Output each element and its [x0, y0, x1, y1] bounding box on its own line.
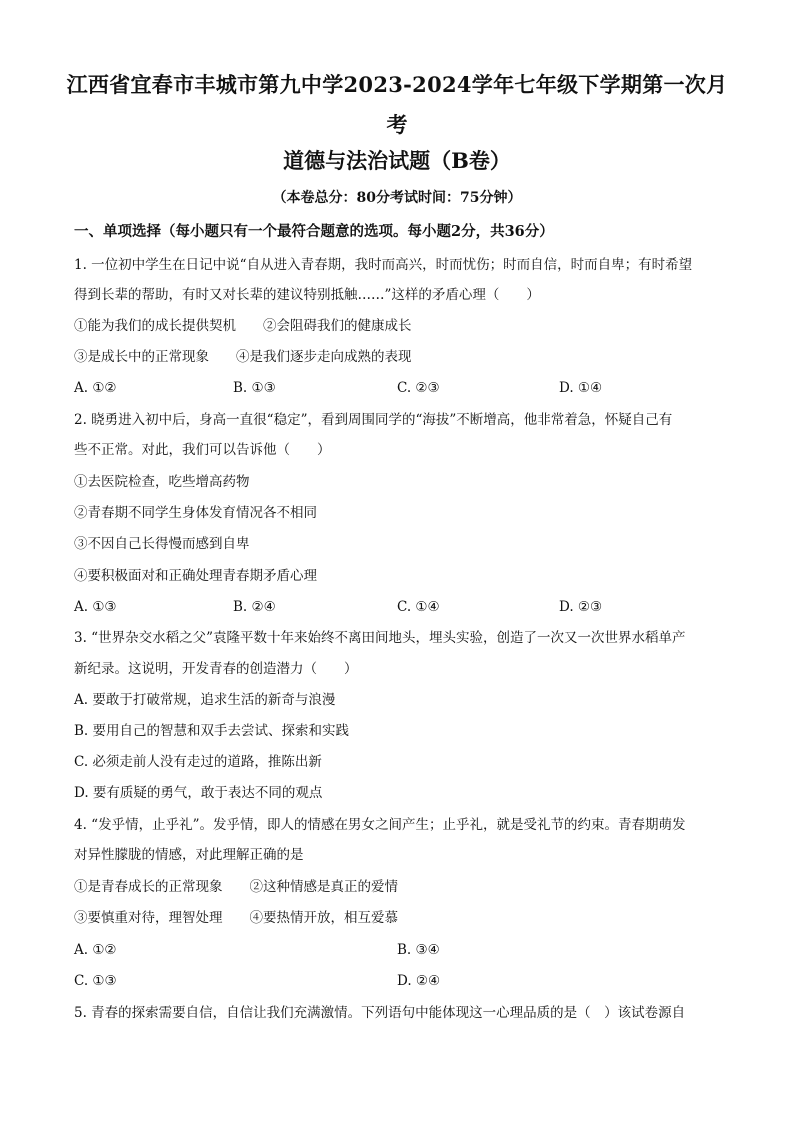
- q4-stem-line1: 4. “发乎情，止乎礼”。发乎情，即人的情感在男女之间产生；止乎礼，就是受礼节的约束。青春期萌发: [74, 817, 686, 833]
- q4-choice-a: A. ①②: [74, 942, 117, 958]
- q1-statement-1: ①能为我们的成长提供契机 ②会阻碍我们的健康成长: [74, 318, 412, 334]
- q4-choice-b: B. ③④: [397, 942, 440, 958]
- q2-statement-1: ①去医院检查，吃些增高药物: [74, 474, 250, 490]
- q2-statement-4: ④要积极面对和正确处理青春期矛盾心理: [74, 568, 317, 584]
- q2-choice-d: D. ②③: [559, 599, 603, 615]
- q2-statement-2: ②青春期不同学生身体发育情况各不相同: [74, 505, 317, 521]
- q4-statement-1: ①是青春成长的正常现象 ②这种情感是真正的爱情: [74, 879, 398, 895]
- q4-choice-d: D. ②④: [397, 973, 441, 989]
- q1-stem-line1: 1. 一位初中学生在日记中说“自从进入青春期，我时而高兴，时而忧伤；时而自信，时而自卑；有时希望: [74, 257, 693, 273]
- q1-choice-d: D. ①④: [559, 380, 603, 396]
- exam-meta: （本卷总分：80分考试时间：75分钟）: [272, 190, 522, 206]
- q4-stem-line2: 对异性朦胧的情感，对此理解正确的是: [74, 847, 304, 863]
- q1-statement-2: ③是成长中的正常现象 ④是我们逐步走向成熟的表现: [74, 349, 412, 365]
- q3-choice-d: D. 要有质疑的勇气，敢于表达不同的观点: [74, 785, 323, 801]
- q2-stem-line1: 2. 晓勇进入初中后，身高一直很“稳定”，看到周围同学的“海拔”不断增高，他非常着急，怀疑自己有: [74, 412, 673, 428]
- q3-stem-line1: 3. “世界杂交水稻之父”袁隆平数十年来始终不离田间地头，埋头实验，创造了一次又一次世界水稻单产: [74, 630, 686, 646]
- exam-title-line2: 考: [386, 112, 408, 137]
- q3-choice-a: A. 要敢于打破常规，追求生活的新奇与浪漫: [74, 692, 336, 708]
- q2-choice-c: C. ①④: [397, 599, 440, 615]
- q3-choice-b: B. 要用自己的智慧和双手去尝试、探索和实践: [74, 723, 350, 739]
- q4-statement-2: ③要慎重对待，理智处理 ④要热情开放，相互爱慕: [74, 910, 398, 926]
- q1-stem-line2: 得到长辈的帮助，有时又对长辈的建议特别抵触……”这样的矛盾心理（ ）: [74, 287, 540, 303]
- exam-subject-title: 道德与法治试题（B卷）: [283, 148, 511, 173]
- section-heading: 一、单项选择（每小题只有一个最符合题意的选项。每小题2分，共36分）: [74, 223, 554, 240]
- q4-choice-c: C. ①③: [74, 973, 117, 989]
- q1-choice-a: A. ①②: [74, 380, 117, 396]
- exam-title-line1: 江西省宜春市丰城市第九中学2023-2024学年七年级下学期第一次月: [66, 72, 728, 97]
- q1-choice-c: C. ②③: [397, 380, 440, 396]
- q3-choice-c: C. 必须走前人没有走过的道路，推陈出新: [74, 754, 322, 770]
- q2-stem-line2: 些不正常。对此，我们可以告诉他（ ）: [74, 442, 331, 458]
- q3-stem-line2: 新纪录。这说明，开发青春的创造潜力（ ）: [74, 661, 358, 677]
- q2-choice-a: A. ①③: [74, 599, 117, 615]
- q2-choice-b: B. ②④: [233, 599, 276, 615]
- q5-stem-line1: 5. 青春的探索需要自信，自信让我们充满激情。下列语句中能体现这一心理品质的是（ ）该试卷源自: [74, 1005, 686, 1021]
- q2-statement-3: ③不因自己长得慢而感到自卑: [74, 536, 250, 552]
- q1-choice-b: B. ①③: [233, 380, 276, 396]
